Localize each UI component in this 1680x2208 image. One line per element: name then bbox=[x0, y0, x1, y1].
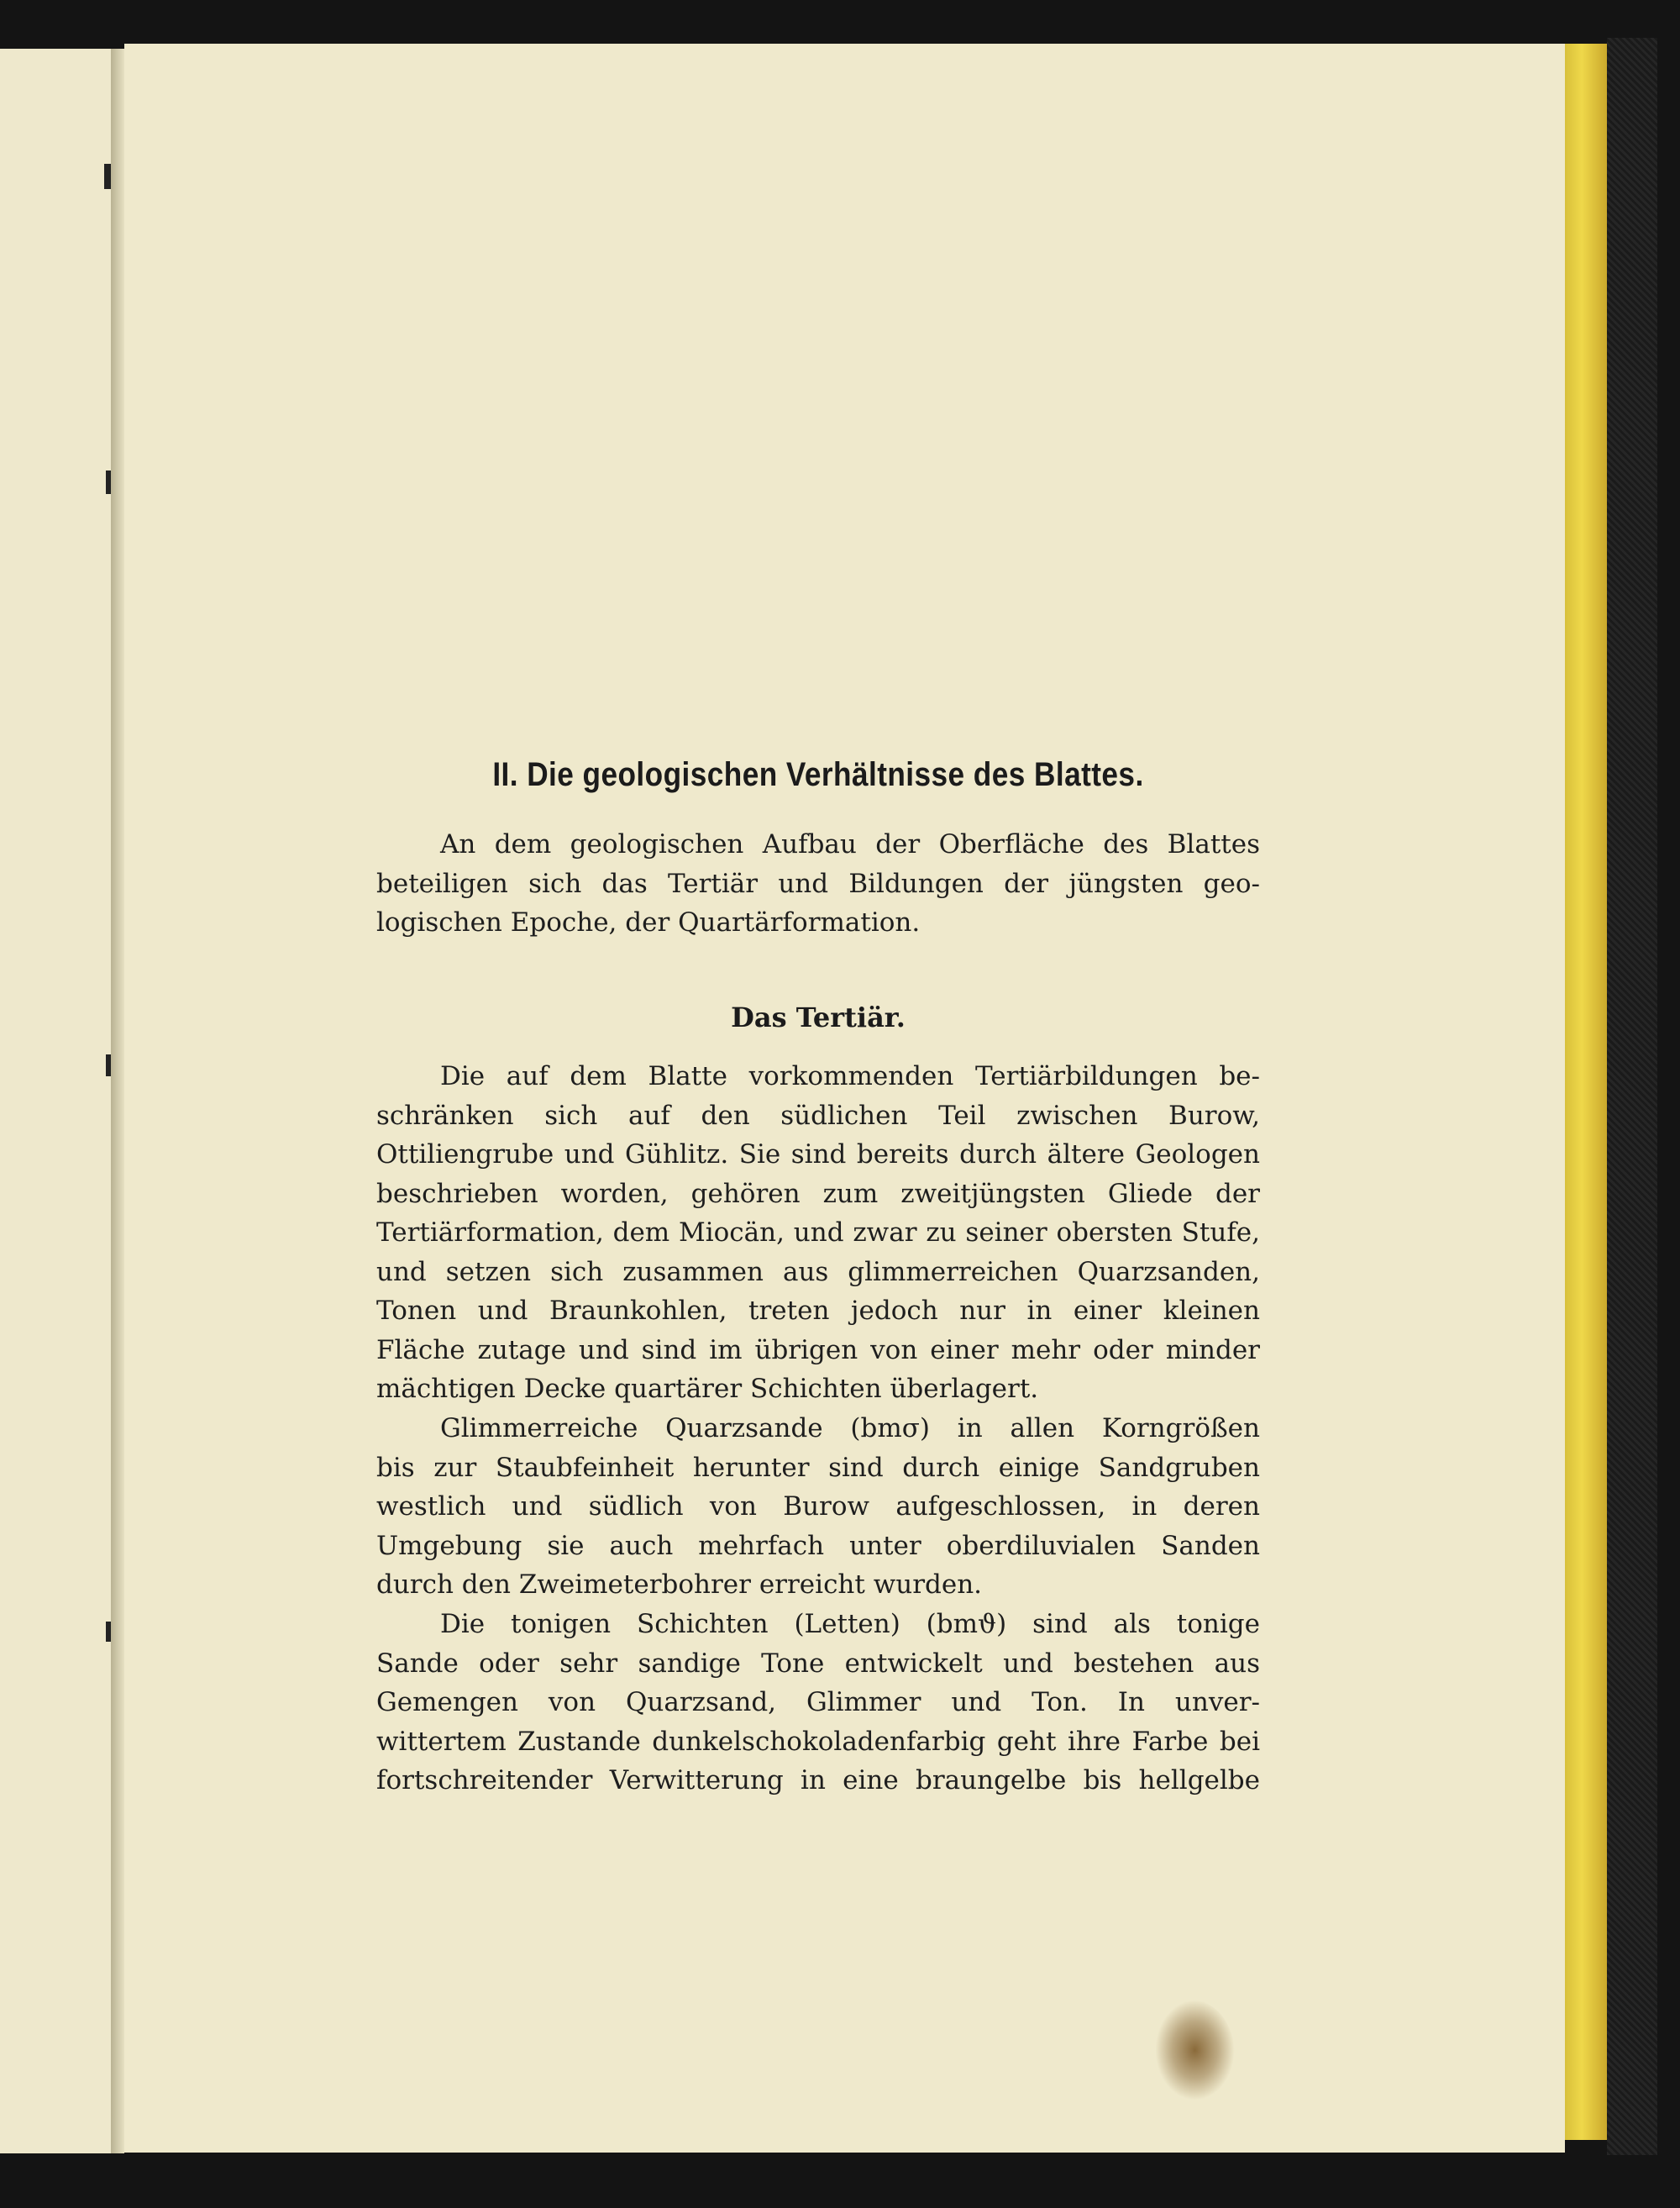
paragraph-line: schränken sich auf den südlichen Teil zwischen Burow, bbox=[376, 1100, 1260, 1131]
paragraph-line: und setzen sich zusammen aus glimmerreichen Quarzsanden, bbox=[376, 1256, 1260, 1287]
paragraph-line: Glimmerreiche Quarzsande (bmσ) in allen Korngrößen bbox=[440, 1413, 1260, 1443]
book-cover bbox=[1607, 38, 1657, 2155]
paragraph-line: fortschreitender Verwitterung in eine braungelbe bis hellgelbe bbox=[376, 1765, 1260, 1795]
subsection-title: Das Tertiär. bbox=[731, 1001, 906, 1033]
paragraph-line: Umgebung sie auch mehrfach unter oberdiluvialen Sanden bbox=[376, 1530, 1260, 1561]
paragraph-line: Die auf dem Blatte vorkommenden Tertiärbildungen be- bbox=[440, 1061, 1260, 1091]
intro-paragraph bbox=[376, 825, 1260, 943]
paragraph-line: Tertiärformation, dem Miocän, und zwar zu seiner obersten Stufe, bbox=[376, 1217, 1260, 1248]
paragraph-line: Gemengen von Quarzsand, Glimmer und Ton. In unver- bbox=[376, 1687, 1260, 1717]
intro-line: logischen Epoche, der Quartärformation. bbox=[376, 907, 921, 938]
gutter bbox=[111, 49, 124, 2153]
paragraph-tertiary-overview bbox=[376, 1057, 1260, 1409]
paragraph-line: Die tonigen Schichten (Letten) (bmϑ) sind als tonige bbox=[440, 1609, 1260, 1639]
paragraph-line: Ottiliengrube und Gühlitz. Sie sind bereits durch ältere Geologen bbox=[376, 1139, 1260, 1170]
intro-line: An dem geologischen Aufbau der Oberfläche des Blattes bbox=[440, 829, 1260, 860]
paragraph-line: Fläche zutage und sind im übrigen von einer mehr oder minder bbox=[376, 1334, 1260, 1365]
paragraph-line: bis zur Staubfeinheit herunter sind durch einige Sandgruben bbox=[376, 1452, 1260, 1483]
paragraph-line: beschrieben worden, gehören zum zweitjüngsten Gliede der bbox=[376, 1178, 1260, 1209]
paragraph-clay-layers bbox=[376, 1605, 1260, 1801]
binding-mark bbox=[104, 164, 111, 189]
gilded-page-edge bbox=[1565, 44, 1607, 2140]
paragraph-line: Tonen und Braunkohlen, treten jedoch nur in einer kleinen bbox=[376, 1296, 1260, 1326]
left-page-edge bbox=[0, 49, 113, 2153]
section-title: II. Die geologischen Verhältnisse des Blattes. bbox=[492, 756, 1144, 793]
paragraph-line: durch den Zweimeterbohrer erreicht wurden. bbox=[376, 1569, 983, 1600]
paragraph-line: Sande oder sehr sandige Tone entwickelt und bestehen aus bbox=[376, 1648, 1260, 1679]
intro-line: beteiligen sich das Tertiär und Bildungen der jüngsten geo- bbox=[376, 868, 1260, 899]
paragraph-quartz-sands bbox=[376, 1409, 1260, 1605]
paragraph-line: wittertem Zustande dunkelschokoladenfarbig geht ihre Farbe bei bbox=[376, 1726, 1260, 1757]
paragraph-line: westlich und südlich von Burow aufgeschlossen, in deren bbox=[376, 1491, 1260, 1522]
paragraph-line: mächtigen Decke quartärer Schichten überlagert. bbox=[376, 1374, 1039, 1404]
